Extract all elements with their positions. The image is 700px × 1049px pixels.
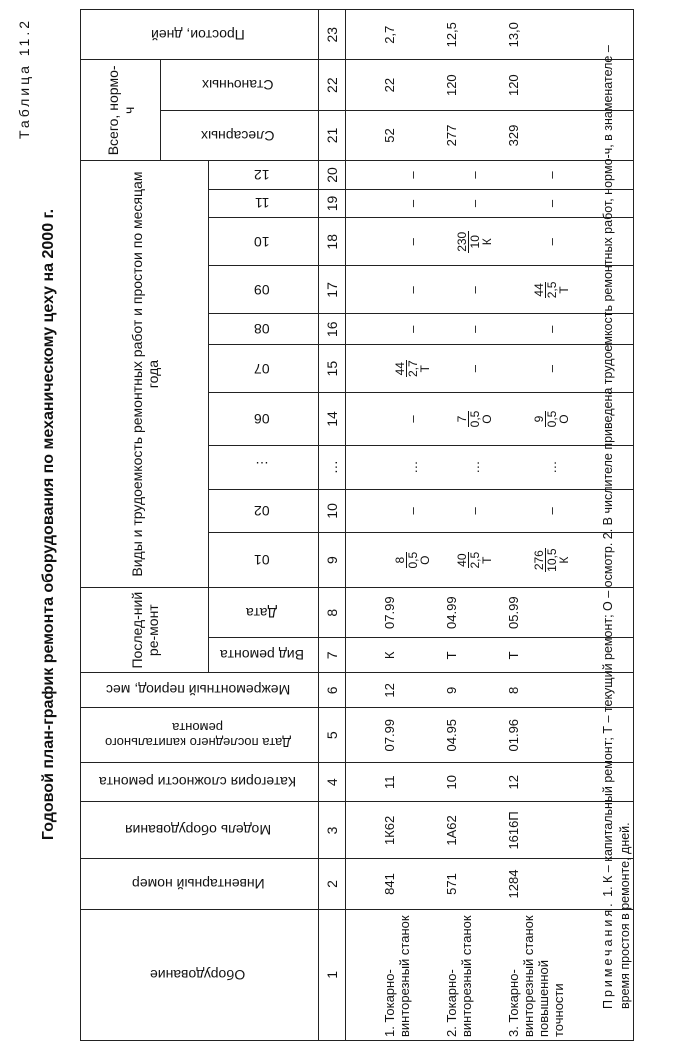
downtime-days: 10,5 — [545, 548, 559, 572]
repair-fraction — [533, 411, 570, 428]
column-number: 15 — [319, 345, 346, 393]
inventory-cell — [346, 859, 634, 909]
month-cell — [346, 393, 634, 446]
labor-hours: 44 — [532, 283, 546, 297]
month-cell — [346, 533, 634, 588]
repair-type: К — [480, 238, 494, 246]
header-month: 07 — [209, 345, 319, 393]
last-overhaul-cell — [346, 708, 634, 763]
column-number: 1 — [319, 909, 346, 1040]
month-dash: – — [467, 325, 482, 333]
month-dash: – — [544, 325, 559, 333]
month-fraction — [506, 396, 598, 442]
month-dash: … — [544, 460, 559, 474]
column-number: 6 — [319, 673, 346, 708]
downtime-days: 2,5 — [545, 281, 559, 299]
column-number: 20 — [319, 161, 346, 190]
column-number: 14 — [319, 393, 346, 446]
header-downtime: Простои, дней — [81, 10, 319, 61]
downtime-days: 0,5 — [468, 410, 482, 428]
header-interval: Межремонтный период, мес — [81, 673, 319, 708]
downtime-days: 0,5 — [406, 551, 420, 569]
month-dash: – — [544, 238, 559, 246]
row-3-down: 13,0 — [505, 22, 521, 48]
month-dash: – — [544, 199, 559, 208]
month-dash: … — [405, 460, 420, 474]
row-2-cat: 10 — [443, 775, 459, 790]
repair-type: Т — [557, 286, 571, 294]
month-fraction — [444, 536, 506, 584]
header-month: 10 — [209, 218, 319, 266]
month-dash: – — [544, 365, 559, 373]
month-cell — [346, 266, 634, 314]
month-cell — [346, 445, 634, 489]
repair-type: О — [557, 414, 571, 424]
header-monthly: Виды и трудоемкость ремонтных работ и простои по месяцам года — [81, 161, 209, 588]
month-dash: – — [405, 286, 420, 294]
month-dash: – — [467, 507, 482, 515]
labor-hours: 7 — [456, 411, 469, 428]
column-number: 21 — [319, 110, 346, 160]
month-dash: – — [405, 171, 420, 179]
month-dash: – — [405, 325, 420, 333]
month-cell — [346, 218, 634, 266]
repair-fraction — [456, 411, 493, 428]
header-inventory-number: Инвентарный номер — [81, 859, 319, 909]
row-2-type: Т — [443, 651, 459, 660]
row-3-inv: 1284 — [505, 869, 521, 899]
month-fraction — [444, 221, 506, 262]
month-dash: – — [405, 415, 420, 423]
date-cell — [346, 588, 634, 638]
column-number: … — [319, 445, 346, 489]
header-month: 06 — [209, 393, 319, 446]
notes-heading: Примечания. — [601, 900, 615, 1009]
row-1-date: 07.99 — [381, 596, 397, 629]
labor-hours: 276 — [532, 550, 546, 571]
month-dash: – — [405, 238, 420, 246]
month-fraction — [382, 348, 444, 389]
complexity-cell — [346, 763, 634, 802]
labor-hours: 8 — [394, 552, 407, 569]
month-cell — [346, 189, 634, 217]
row-3-cat: 12 — [505, 775, 521, 790]
downtime-days: 2,5 — [468, 551, 482, 569]
row-1-fit: 52 — [381, 128, 397, 143]
month-dash: – — [467, 286, 482, 294]
month-fraction — [382, 536, 444, 584]
row-1-equipment: 1. Токарно-винторезный станок — [381, 915, 412, 1037]
month-fraction — [506, 269, 598, 310]
month-dash: – — [467, 199, 482, 208]
header-month: 11 — [209, 189, 319, 217]
column-number: 19 — [319, 189, 346, 217]
header-fitters: Слесарных — [161, 110, 319, 160]
header-total: Всего, нормо-ч — [81, 60, 161, 161]
repair-schedule-table — [80, 9, 590, 1041]
month-cell — [346, 314, 634, 345]
row-2-period: 9 — [443, 686, 459, 694]
repair-fraction — [394, 552, 431, 569]
repair-fraction — [394, 360, 431, 377]
month-dash: – — [405, 507, 420, 515]
equipment-cell — [346, 909, 634, 1040]
row-2-fit: 277 — [443, 124, 459, 147]
repair-fraction — [533, 282, 570, 299]
column-number: 18 — [319, 218, 346, 266]
repair-fraction — [456, 231, 493, 253]
column-number: 3 — [319, 802, 346, 859]
row-1-down: 2,7 — [381, 25, 397, 44]
month-fraction — [444, 396, 506, 442]
header-model: Модель оборудования — [81, 802, 319, 859]
row-3-date: 05.99 — [505, 596, 521, 629]
month-cell — [346, 489, 634, 533]
month-dash: … — [467, 460, 482, 474]
header-machine: Станочных — [161, 60, 319, 110]
header-month: 08 — [209, 314, 319, 345]
month-dash: – — [467, 365, 482, 373]
row-1-type: К — [381, 651, 397, 660]
row-2-date: 04.99 — [443, 596, 459, 629]
header-complexity: Категория сложности ремонта — [81, 763, 319, 802]
column-number: 2 — [319, 859, 346, 909]
column-number: 5 — [319, 708, 346, 763]
fitters-cell — [346, 110, 634, 160]
column-number: 8 — [319, 588, 346, 638]
header-month: 02 — [209, 489, 319, 533]
repair-type-cell — [346, 638, 634, 673]
column-number: 23 — [319, 10, 346, 61]
notes — [600, 10, 634, 1009]
row-2-inv: 571 — [443, 873, 459, 895]
labor-hours: 9 — [533, 411, 546, 428]
header-last-repair: Послед-ний ре-монт — [81, 588, 209, 673]
row-3-type: Т — [505, 651, 521, 660]
interval-cell — [346, 673, 634, 708]
machine-cell — [346, 60, 634, 110]
column-number: 17 — [319, 266, 346, 314]
row-1-last_kr: 07.99 — [381, 718, 397, 752]
repair-type: К — [557, 556, 571, 564]
header-last-overhaul-date: Дата последнего капитального ремонта — [81, 708, 319, 763]
column-numbers-row — [319, 10, 346, 1041]
downtime-days: 2,7 — [406, 360, 420, 378]
month-dash: – — [467, 171, 482, 179]
repair-fraction — [533, 548, 570, 571]
labor-hours: 40 — [455, 553, 469, 567]
row-3-mach: 120 — [505, 74, 521, 97]
column-number: 9 — [319, 533, 346, 588]
row-1-mach: 22 — [381, 77, 397, 93]
row-2-model: 1А62 — [443, 815, 459, 846]
repair-type: О — [418, 555, 432, 565]
row-2-last_kr: 04.95 — [443, 718, 459, 752]
header-month: 09 — [209, 266, 319, 314]
column-number: 10 — [319, 489, 346, 533]
row-3-last_kr: 01.96 — [505, 718, 521, 752]
column-number: 22 — [319, 60, 346, 110]
table-row — [346, 10, 634, 1041]
row-3-period: 8 — [505, 686, 521, 694]
header-repair-type: Вид ремонта — [209, 638, 319, 673]
row-1-period: 12 — [381, 683, 397, 698]
row-3-equipment: 3. Токарно-винторезный станок повышенной точности — [505, 915, 566, 1037]
row-2-down: 12,5 — [443, 22, 459, 48]
repair-fraction — [456, 552, 493, 569]
month-cell — [346, 161, 634, 190]
month-dash: – — [544, 507, 559, 515]
page-title: Годовой план-график ремонта оборудования по механическому цеху на 2000 г. — [40, 208, 57, 841]
header-equipment: Оборудование — [81, 909, 319, 1040]
downtime-days: 0,5 — [545, 410, 559, 428]
row-3-model: 1616П — [505, 811, 521, 850]
header-month: 12 — [209, 161, 319, 190]
row-3-fit: 329 — [505, 124, 521, 147]
column-number: 7 — [319, 638, 346, 673]
month-cell — [346, 345, 634, 393]
row-1-model: 1К62 — [381, 815, 397, 846]
labor-hours: 230 — [455, 231, 469, 252]
month-dash: – — [405, 199, 420, 208]
header-month: … — [209, 445, 319, 489]
row-2-equipment: 2. Токарно-винторезный станок — [443, 915, 474, 1037]
row-2-mach: 120 — [443, 74, 459, 97]
table-label: Таблица 11.2 — [16, 18, 32, 139]
month-dash: – — [544, 171, 559, 179]
labor-hours: 44 — [393, 362, 407, 376]
downtime-cell — [346, 10, 634, 61]
downtime-days: 10 — [468, 235, 482, 249]
header-date: Дата — [209, 588, 319, 638]
row-1-cat: 11 — [381, 775, 397, 790]
notes-text: 1. К – капитальный ремонт; Т – текущий ремонт; О – осмотр. 2. В числителе приведена трудоемкость ремонтных работ, нормо-ч, в знаменателе – время простоя в ремонте, дней. — [601, 45, 632, 1009]
column-number: 16 — [319, 314, 346, 345]
row-1-inv: 841 — [381, 873, 397, 895]
repair-type: Т — [418, 365, 432, 373]
header-month: 01 — [209, 533, 319, 588]
month-fraction — [506, 536, 598, 584]
repair-type: Т — [480, 556, 494, 564]
column-number: 4 — [319, 763, 346, 802]
repair-type: О — [480, 414, 494, 424]
model-cell — [346, 802, 634, 859]
